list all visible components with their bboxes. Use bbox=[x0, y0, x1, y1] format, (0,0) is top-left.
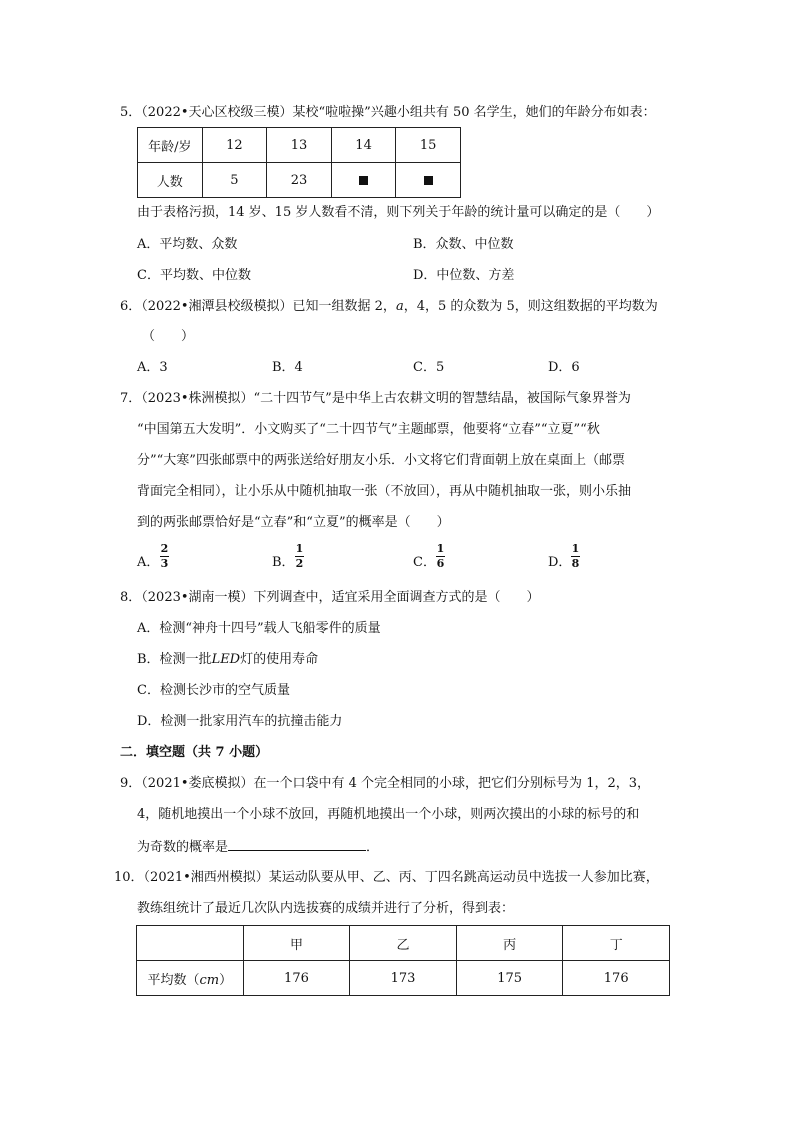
table-header-cell: 乙 bbox=[350, 926, 457, 961]
q5-option-a: A．平均数、众数 bbox=[137, 237, 238, 252]
table-cell: 14 bbox=[331, 128, 396, 163]
table-cell: 5 bbox=[202, 163, 267, 198]
q9-end: ． bbox=[366, 840, 380, 855]
q6-variable: a bbox=[395, 299, 404, 314]
q8-option-b-pre: B．检测一批 bbox=[137, 652, 212, 667]
table-header-cell: 甲 bbox=[243, 926, 350, 961]
q8-stem: 8．（2023•湖南一模）下列调查中，适宜采用全面调查方式的是（ ） bbox=[120, 590, 540, 605]
q8-option-b-led: LED bbox=[211, 652, 241, 667]
table-cell: 15 bbox=[396, 128, 461, 163]
q7-line: “中国第五大发明”．小文购买了“二十四节气”主题邮票，他要将“立春”“立夏”“秋 bbox=[137, 422, 600, 437]
q7-line: 到的两张邮票恰好是“立春”和“立夏”的概率是（ ） bbox=[137, 515, 450, 530]
q7-option-c-fraction bbox=[436, 543, 445, 570]
smudged-cell bbox=[331, 163, 396, 198]
q7-line: 背面完全相同），让小乐从中随机抽取一张（不放回），再从中随机抽取一张，则小乐抽 bbox=[137, 484, 632, 499]
q5-option-b: B．众数、中位数 bbox=[413, 237, 514, 252]
table-cell: 176 bbox=[563, 961, 670, 996]
table-cell: 23 bbox=[267, 163, 332, 198]
q10-line: 教练组统计了最近几次队内选拔赛的成绩并进行了分析，得到表： bbox=[137, 901, 515, 916]
q7-option-b-label: B． bbox=[272, 555, 295, 570]
numerator: 1 bbox=[295, 542, 304, 555]
table-row-label bbox=[137, 961, 244, 996]
q7-option-a-label: A． bbox=[137, 555, 160, 570]
smudged-cell bbox=[396, 163, 461, 198]
q7-line: 分”“大寒”四张邮票中的两张送给好朋友小乐．小文将它们背面朝上放在桌面上（邮票 bbox=[137, 453, 625, 468]
row-unit: cm bbox=[199, 972, 220, 988]
table-cell: 176 bbox=[243, 961, 350, 996]
q5-stem: 5．（2022•天心区校级三模）某校“啦啦操”兴趣小组共有 50 名学生，她们的年龄分布如表： bbox=[120, 105, 656, 120]
row-label-text: 平均数（ bbox=[147, 972, 200, 988]
q7-line: 7．（2023•株洲模拟）“二十四节气”是中华上古农耕文明的智慧结晶，被国际气象界誉为 bbox=[120, 391, 631, 406]
table-header-cell: 丙 bbox=[456, 926, 563, 961]
q6-option-b: B．4 bbox=[272, 360, 303, 375]
table-header-cell: 丁 bbox=[563, 926, 670, 961]
q8-option-b bbox=[137, 650, 318, 670]
q5-option-c: C．平均数、中位数 bbox=[137, 268, 251, 283]
q7-option-a-fraction bbox=[160, 543, 169, 570]
denominator: 6 bbox=[436, 557, 445, 570]
table-cell: 人数 bbox=[138, 163, 203, 198]
answer-blank bbox=[228, 836, 366, 851]
section-heading: 二．填空题（共 7 小题） bbox=[120, 745, 269, 760]
q9-line-last bbox=[137, 836, 379, 858]
q10-line: 10．（2021•湘西州模拟）某运动队要从甲、乙、丙、丁四名跳高运动员中选拔一人参加比赛， bbox=[114, 870, 659, 885]
q8-option-a: A．检测“神舟十四号”载人飞船零件的质量 bbox=[137, 621, 381, 636]
q8-option-c: C．检测长沙市的空气质量 bbox=[137, 683, 290, 698]
table-cell: 173 bbox=[350, 961, 457, 996]
q9-line: 9．（2021•娄底模拟）在一个口袋中有 4 个完全相同的小球，把它们分别标号为 1，2，3， bbox=[120, 776, 651, 791]
q8-option-d: D．检测一批家用汽车的抗撞击能力 bbox=[137, 714, 343, 729]
smudge-mark-icon bbox=[359, 176, 368, 185]
q5-text: 由于表格污损，14 岁、15 岁人数看不清，则下列关于年龄的统计量可以确定的是（ ） bbox=[137, 205, 660, 220]
q9-line-text: 为奇数的概率是 bbox=[137, 840, 229, 855]
q5-option-d: D．中位数、方差 bbox=[413, 268, 515, 283]
row-label-close: ） bbox=[219, 972, 233, 988]
numerator: 1 bbox=[571, 542, 580, 555]
q9-line: 4，随机地摸出一个小球不放回，再随机地摸出一个小球，则两次摸出的小球的标号的和 bbox=[137, 807, 640, 822]
q6-answer-bracket: （ ） bbox=[142, 329, 195, 344]
q6-option-a: A．3 bbox=[137, 360, 168, 375]
denominator: 8 bbox=[571, 557, 580, 570]
table-cell: 12 bbox=[202, 128, 267, 163]
q6-option-c: C．5 bbox=[413, 360, 445, 375]
q8-option-b-post: 灯的使用寿命 bbox=[240, 652, 319, 667]
table-cell: 175 bbox=[456, 961, 563, 996]
table-cell: 13 bbox=[267, 128, 332, 163]
q6-stem-pre: 6．（2022•湘潭县校级模拟）已知一组数据 2， bbox=[120, 299, 396, 314]
q5-age-table bbox=[137, 127, 461, 198]
numerator: 1 bbox=[436, 542, 445, 555]
denominator: 3 bbox=[160, 557, 169, 570]
q6-stem-post: ，4，5 的众数为 5，则这组数据的平均数为 bbox=[403, 299, 658, 314]
smudge-mark-icon bbox=[424, 176, 433, 185]
denominator: 2 bbox=[295, 557, 304, 570]
numerator: 2 bbox=[160, 542, 169, 555]
table-cell: 年龄/岁 bbox=[138, 128, 203, 163]
q7-option-d-fraction bbox=[571, 543, 580, 570]
q6-stem bbox=[120, 297, 658, 317]
q7-option-b-fraction bbox=[295, 543, 304, 570]
q6-option-d: D．6 bbox=[548, 360, 580, 375]
table-header-cell bbox=[137, 926, 244, 961]
q10-score-table bbox=[136, 925, 670, 996]
q7-option-c-label: C． bbox=[413, 555, 436, 570]
q7-option-d-label: D． bbox=[548, 555, 572, 570]
